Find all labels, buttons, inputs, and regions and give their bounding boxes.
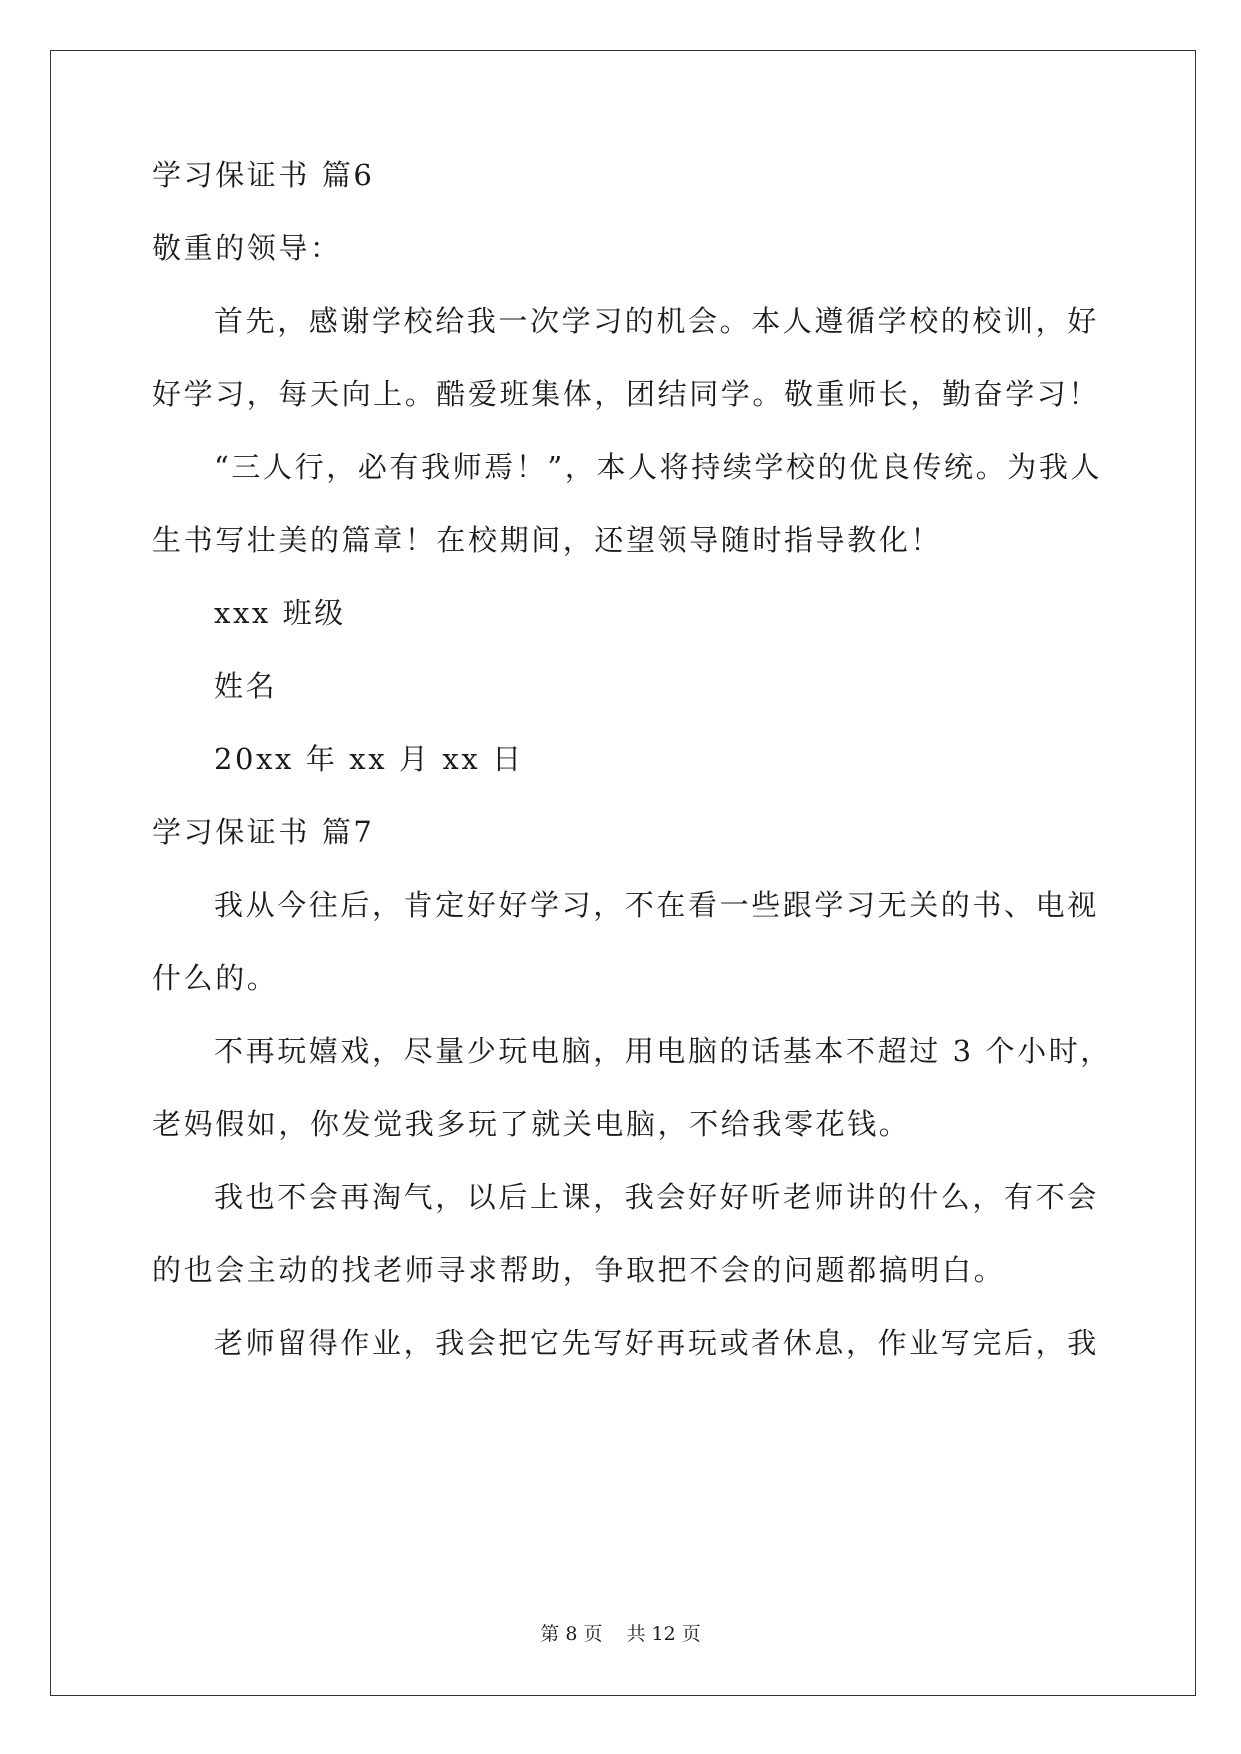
paragraph-line: 我也不会再淘气，以后上课，我会好好听老师讲的什么，有不会	[214, 1180, 1099, 1214]
paragraph-line: 好学习，每天向上。酷爱班集体，团结同学。敬重师长，勤奋学习！	[152, 377, 1101, 411]
signature-date: 20xx 年 xx 月 xx 日	[214, 742, 524, 776]
section-heading: 学习保证书 篇6	[152, 158, 375, 192]
paragraph-line: 的也会主动的找老师寻求帮助，争取把不会的问题都搞明白。	[152, 1253, 1006, 1287]
signature-name: 姓名	[214, 669, 278, 703]
paragraph-line: 首先，感谢学校给我一次学习的机会。本人遵循学校的校训，好	[214, 304, 1099, 338]
paragraph-line: 生书写壮美的篇章！在校期间，还望领导随时指导教化！	[152, 523, 943, 557]
paragraph-line: “三人行，必有我师焉！”，本人将持续学校的优良传统。为我人	[214, 450, 1103, 484]
page-number: 第 8 页	[540, 1623, 603, 1645]
signature-class: xxx 班级	[214, 596, 346, 630]
paragraph-line: 什么的。	[152, 961, 279, 995]
page-border	[50, 50, 1196, 1696]
page-total: 共 12 页	[626, 1623, 701, 1645]
page-footer	[0, 1622, 1241, 1646]
paragraph-line: 老妈假如，你发觉我多玩了就关电脑，不给我零花钱。	[152, 1107, 911, 1141]
salutation: 敬重的领导：	[152, 231, 342, 265]
section-heading: 学习保证书 篇7	[152, 815, 375, 849]
paragraph-line: 不再玩嬉戏，尽量少玩电脑，用电脑的话基本不超过 3 个小时，	[214, 1034, 1112, 1068]
paragraph-line: 我从今往后，肯定好好学习，不在看一些跟学习无关的书、电视	[214, 888, 1099, 922]
paragraph-line: 老师留得作业，我会把它先写好再玩或者休息，作业写完后，我	[214, 1326, 1099, 1360]
